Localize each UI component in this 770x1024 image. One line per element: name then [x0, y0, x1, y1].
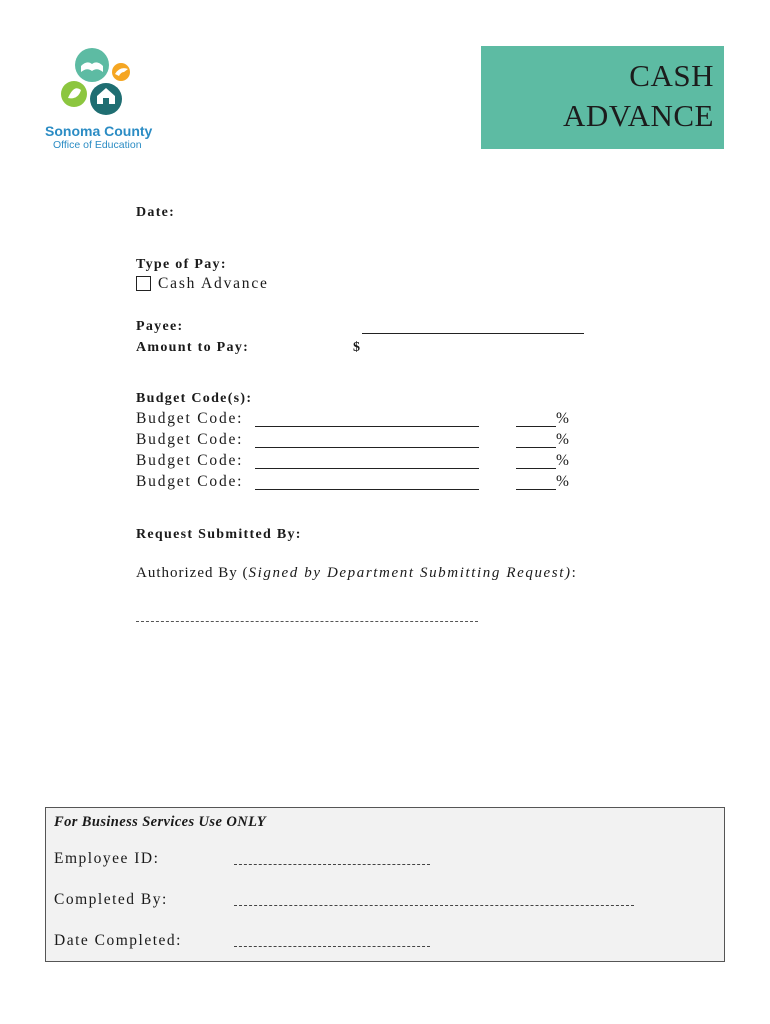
- percent-sign: %: [556, 473, 569, 490]
- authorized-suffix: :: [571, 565, 577, 581]
- dollar-sign: $: [353, 340, 362, 355]
- logo-house-circle: [90, 83, 122, 115]
- employee-id-input-line[interactable]: [234, 864, 430, 865]
- budget-code-input-line[interactable]: [255, 426, 479, 427]
- budget-code-label: Budget Code:: [136, 410, 244, 427]
- date-completed-label: Date Completed:: [54, 932, 182, 949]
- budget-code-label: Budget Code:: [136, 473, 244, 490]
- completed-by-input-line[interactable]: [234, 905, 634, 906]
- percent-input-line[interactable]: [516, 447, 556, 448]
- percent-sign: %: [556, 410, 569, 427]
- logo-text: [45, 124, 152, 151]
- business-services-title: For Business Services Use ONLY: [54, 814, 267, 830]
- budget-code-input-line[interactable]: [255, 489, 479, 490]
- budget-code-row: [136, 452, 569, 472]
- budget-codes-heading: Budget Code(s):: [136, 391, 253, 406]
- authorized-note: Signed by Department Submitting Request): [248, 565, 572, 581]
- budget-code-label: Budget Code:: [136, 452, 244, 469]
- percent-input-line[interactable]: [516, 468, 556, 469]
- payee-input-line[interactable]: [362, 333, 584, 334]
- budget-code-input-line[interactable]: [255, 468, 479, 469]
- budget-code-input-line[interactable]: [255, 447, 479, 448]
- org-name: Sonoma County: [45, 123, 153, 139]
- percent-sign: %: [556, 452, 569, 469]
- budget-code-row: [136, 473, 569, 493]
- budget-code-label: Budget Code:: [136, 431, 244, 448]
- cash-advance-checkbox[interactable]: [136, 276, 151, 291]
- title-line-2: ADVANCE: [562, 98, 714, 133]
- title-line-1: CASH: [629, 58, 714, 93]
- business-services-box: [45, 807, 725, 962]
- percent-input-line[interactable]: [516, 426, 556, 427]
- date-label: Date:: [136, 205, 176, 220]
- cash-advance-option-label: Cash Advance: [158, 275, 269, 292]
- authorized-prefix: Authorized By (: [136, 565, 249, 581]
- payee-label: Payee:: [136, 319, 184, 334]
- completed-by-label: Completed By:: [54, 891, 168, 908]
- date-completed-input-line[interactable]: [234, 946, 430, 947]
- org-subtitle: Office of Education: [53, 139, 142, 151]
- signature-line[interactable]: [136, 621, 478, 622]
- employee-id-label: Employee ID:: [54, 850, 160, 867]
- amount-label: Amount to Pay:: [136, 340, 250, 355]
- percent-sign: %: [556, 431, 569, 448]
- percent-input-line[interactable]: [516, 489, 556, 490]
- request-submitted-label: Request Submitted By:: [136, 527, 302, 542]
- title-box: [481, 46, 724, 149]
- type-of-pay-label: Type of Pay:: [136, 257, 227, 272]
- budget-code-row: [136, 410, 569, 430]
- authorized-by-label: [136, 565, 577, 582]
- budget-code-row: [136, 431, 569, 451]
